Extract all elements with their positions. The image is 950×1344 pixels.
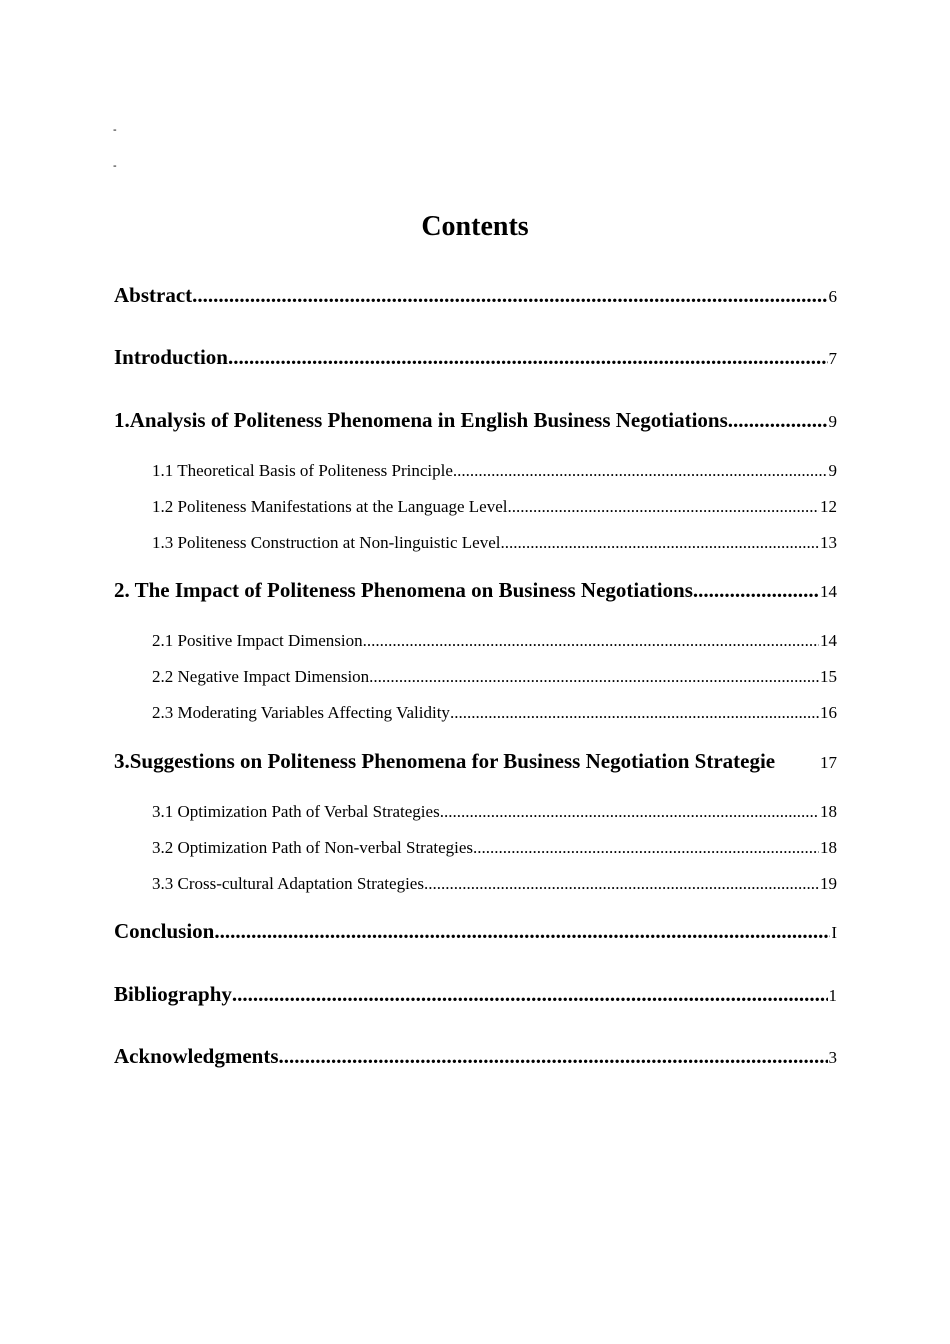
toc-leader-dots [228, 345, 828, 370]
toc-entry-page: 1 [828, 986, 837, 1005]
toc-leader-dots [693, 578, 819, 603]
toc-entry-label: 1.3 Politeness Construction at Non-linguistic Level [152, 533, 501, 552]
toc-leader-dots [473, 838, 819, 858]
toc-entry-section-3-2[interactable] [152, 838, 837, 862]
toc-entry-section-2-3[interactable] [152, 703, 837, 727]
toc-entry-chapter-3[interactable] [114, 749, 837, 779]
toc-entry-page: 16 [820, 703, 837, 722]
toc-entry-section-1-2[interactable] [152, 497, 837, 521]
toc-leader-dots [508, 497, 820, 517]
toc-entry-page: 12 [820, 497, 837, 516]
toc-entry-label: Acknowledgments [114, 1044, 279, 1068]
toc-entry-page: 14 [820, 582, 837, 601]
toc-entry-introduction[interactable] [114, 345, 837, 375]
toc-entry-conclusion[interactable] [114, 919, 837, 949]
toc-entry-label: 3.1 Optimization Path of Verbal Strategies [152, 802, 440, 821]
toc-entry-chapter-2[interactable] [114, 578, 837, 608]
toc-leader-dots [440, 802, 819, 822]
page-title: Contents [421, 211, 529, 242]
toc-entry-page: 17 [820, 753, 837, 772]
toc-entry-page: 18 [820, 802, 837, 821]
toc-entry-page: 19 [820, 874, 837, 893]
toc-leader-dots [424, 874, 819, 894]
toc-entry-section-2-2[interactable] [152, 667, 837, 691]
toc-entry-label: 1.Analysis of Politeness Phenomena in English Business Negotiations [114, 408, 728, 432]
toc-entry-label: 1.2 Politeness Manifestations at the Language Level [152, 497, 508, 516]
toc-entry-label: Introduction [114, 345, 228, 369]
toc-entry-page: 13 [820, 533, 837, 552]
toc-leader-dots [192, 283, 827, 308]
toc-entry-page: 6 [828, 287, 837, 306]
toc-leader-dots [363, 631, 819, 651]
toc-entry-section-1-3[interactable] [152, 533, 837, 557]
toc-entry-label: Conclusion [114, 919, 215, 943]
toc-entry-section-3-1[interactable] [152, 802, 837, 826]
toc-entry-label: 2. The Impact of Politeness Phenomena on Business Negotiations [114, 578, 693, 602]
toc-leader-dots [453, 461, 828, 481]
toc-entry-acknowledgments[interactable] [114, 1044, 837, 1074]
toc-entry-label: Bibliography [114, 982, 232, 1006]
toc-leader-dots [369, 667, 819, 687]
toc-entry-page: 9 [828, 412, 837, 431]
toc-entry-abstract[interactable] [114, 283, 837, 313]
toc-entry-page: 9 [828, 461, 837, 480]
toc-leader-dots [450, 703, 819, 723]
toc-leader-dots [214, 919, 830, 944]
toc-entry-page: I [831, 923, 837, 942]
toc-entry-label: 2.2 Negative Impact Dimension [152, 667, 370, 686]
toc-entry-label: 3.Suggestions on Politeness Phenomena for Business Negotiation Strategie [114, 749, 776, 773]
toc-entry-page: 15 [820, 667, 837, 686]
toc-entry-label: 2.3 Moderating Variables Affecting Validity [152, 703, 450, 722]
toc-entry-label: 3.2 Optimization Path of Non-verbal Strategies [152, 838, 474, 857]
toc-entry-label: 3.3 Cross-cultural Adaptation Strategies [152, 874, 424, 893]
toc-entry-label: 2.1 Positive Impact Dimension [152, 631, 363, 650]
toc-entry-page: 18 [820, 838, 837, 857]
toc-entry-page: 7 [828, 349, 837, 368]
toc-leader-dots [500, 533, 819, 553]
toc-leader-dots [728, 408, 828, 433]
toc-entry-page: 14 [820, 631, 837, 650]
toc-entry-label: 1.1 Theoretical Basis of Politeness Principle [152, 461, 453, 480]
header-mark: - [113, 124, 117, 136]
toc-entry-section-3-3[interactable] [152, 874, 837, 898]
toc-entry-bibliography[interactable] [114, 982, 837, 1012]
toc-entry-section-1-1[interactable] [152, 461, 837, 485]
toc-entry-chapter-1[interactable] [114, 408, 837, 438]
header-mark: - [113, 160, 117, 172]
toc-entry-section-2-1[interactable] [152, 631, 837, 655]
table-of-contents [114, 0, 837, 1344]
toc-leader-dots [279, 1044, 828, 1069]
toc-entry-label: Abstract [114, 283, 193, 307]
toc-leader-dots [232, 982, 828, 1007]
toc-entry-page: 3 [828, 1048, 837, 1067]
